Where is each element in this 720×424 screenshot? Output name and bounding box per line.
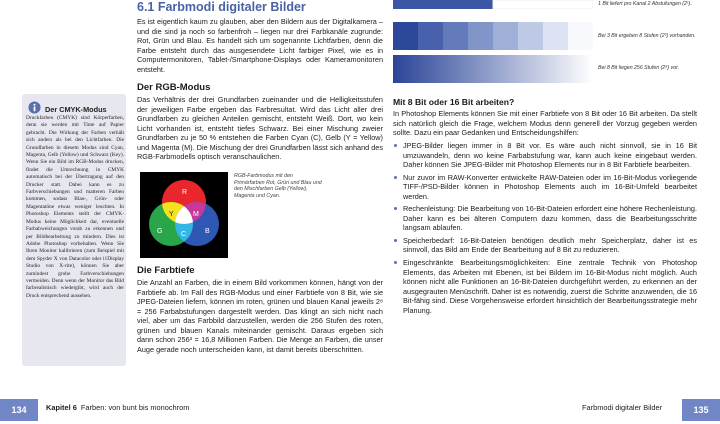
bit-bullets: [393, 141, 697, 315]
grad-caption-2: Bei 3 Bit ergeben 8 Stufen (2³) vorhanden.: [598, 33, 696, 39]
rgb-heading: Der RGB-Modus: [137, 82, 211, 93]
page-number-left: 134: [0, 399, 38, 421]
chapter-label: Kapitel 6: [46, 403, 77, 412]
rgb-paragraph: Das Verhältnis der drei Grundfarben zueinander und die Helligkeitsstufen der jeweiligen Farbe ergeben das Farbresultat. Wird das Licht aller drei Grundfarben zu gleichen Anteilen gemischt, entsteht Weiß. Dort, wo kein Licht vorhanden ist, entsteht tiefes Schwarz. Bei einer Mischung zweier Grundfarben zu je 50 % entstehen die Farben Cyan (C), Gelb (Y = Yellow) und Magenta (M). Die Mischung der drei Grundfarben lässt sich anhand des RGB-Farbmodells optisch veranschaulichen.: [137, 95, 383, 162]
label-r: R: [182, 189, 188, 196]
bullet-item: Nur zuvor im RAW-Konverter entwickelte RAW-Dateien oder im 16-Bit-Modus vorliegende TIFF-/PSD-Bilder können in Photoshop Elements auch im 16-Bit-Umfeld bearbeitet werden.: [393, 173, 697, 202]
page-number-right: 135: [682, 399, 720, 421]
farbtiefe-heading: Die Farbtiefe: [137, 265, 195, 276]
chapter-title: Farben: von bunt bis monochrom: [80, 403, 190, 412]
sidebar-text: Druckfarben (CMYK) sind Körperfarben, denn sie werden mit Tinte auf Papier gebracht. Die Wirkung der Farben verhält sich anders als bei den Lichtfarben. Die Grundfarben in diesem Modus sind Cyan, Magenta, Gelb (Yellow) und Schwarz (Key). Wenn Sie ein Bild im RGB-Modus drucken, findet die Umrechnung in CMYK automatisch bei der Übertragung auf den Drucker statt. Dabei kann es zu Farbverschiebungen und matteren Farben kommen, sodass Blau-, Grün- oder Magentatöne etwas weniger leuchten. In Photoshop Elements stellt der CMYK-Modus keine Möglichkeit dar, eventuelle Farbabweichungen vorab zu erkennen und per Bildbearbeitung zu mindern. Dies ist Adobe Photoshop vorbehalten. Wenn Sie Ihren Monitor kalibrieren (zum Beispiel mit dem Spyder X von Datacolor oder i1Display Studio von X-rite), können Sie aber zumindest grobe Farbverschiebungen vermeiden. Denn wenn der Monitor das Bild farbrealistisch wiedergibt, wird auch der Druck entsprechend aussehen.: [26, 115, 124, 299]
gradient-3bit: [393, 22, 593, 50]
bullet-item: JPEG-Bilder liegen immer in 8 Bit vor. Es wäre auch nicht sinnvoll, sie in 16 Bit umzuwandeln, denn wo keine Farbabstufung war, kann auch keine eingebaut werden. Daher können Sie JPEG-Bilder mit Photoshop Elements nur in 8 Bit Farbtiefe bearbeiten.: [393, 141, 697, 170]
rgb-caption: RGB-Farbmodus mit den Primärfarben Rot, Grün und Blau und den Mischfarben Gelb (Yellow), Magenta und Cyan.: [234, 173, 322, 199]
label-g: G: [157, 228, 163, 235]
bit-intro: In Photoshop Elements können Sie mit einer Farbtiefe von 8 Bit oder 16 Bit arbeiten. Da stellt sich natürlich gleich die Frage, welchem Modus denn generell der Vorzug gegeben werden sollte. Dazu ein paar Gedanken und Entscheidungshilfen:: [393, 109, 697, 138]
intro-paragraph: Es ist eigentlich kaum zu glauben, aber den Bildern aus der Digitalkamera – und die sind ja noch so farbenfroh – liegen nur drei Farbkanäle zugrunde: Rot, Grün und Blau. Es handelt sich um sogenannte Lichtfarben, denn die Farbe entsteht durch das ausgesendete Licht farbiger Pixel, wie es in Computermonitoren, Tablet-/Smartphone-Displays oder Kameramonitoren entsteht.: [137, 17, 383, 74]
label-b: B: [205, 228, 210, 235]
gradient-8bit: [393, 55, 593, 83]
bullet-item: Eingeschränkte Bearbeitungsmöglichkeiten: Eine zentrale Technik von Photoshop Elements, das Arbeiten mit Ebenen, ist bei Bildern im 16-Bit-Modus nicht möglich. Auch können nicht alle Funktionen an 16-Bit-Dateien durchgeführt werden, zu erkennen an der ausgegrauten Menüschrift. Daher ist es notwendig, zuerst die Schritte anzuwenden, die 16 Bit-fähig sind. Diese Vorgehensweise erfordert hinsichtlich der Bearbeitungsstrategie mehr Planung.: [393, 258, 697, 315]
label-y: Y: [169, 211, 174, 218]
gradient-1bit: [393, 0, 593, 9]
footer-chapter: [46, 403, 189, 412]
label-c: C: [181, 231, 187, 238]
grad-caption-3: Bei 8 Bit liegen 256 Stufen (2⁸) vor.: [598, 65, 680, 71]
grad-caption-1: 1 Bit liefert pro Kanal 2 Abstufungen (2¹).: [598, 1, 692, 7]
info-icon: [28, 101, 41, 114]
rgb-model-diagram: [140, 172, 228, 258]
farbtiefe-paragraph: Die Anzahl an Farben, die in einem Bild vorkommen können, hängt von der Farbtiefe ab. Im Fall des RGB-Modus und einer Farbtiefe von 8 Bit, wie sie JPEG-Dateien liefern, können im roten, grünen und blauen Kanal jeweils 2⁸ = 256 Farbabstufungen dargestellt werden. Das klingt an sich nicht nach viel, aber um das Farbbild darzustellen, werden die 256 Stufen des roten, grünen und blauen Kanals miteinander gemischt. Daraus ergeben sich dann schon 256³ = 16,8 Millionen Farben. Die Menge an Farben, die unser Auge gerade noch unterscheiden kann, ist damit bereits überschritten.: [137, 278, 383, 354]
section-title: 6.1 Farbmodi digitaler Bilder: [137, 0, 306, 14]
label-m: M: [193, 211, 199, 218]
sidebar-title: Der CMYK-Modus: [45, 105, 107, 114]
bullet-item: Speicherbedarf: 16-Bit-Dateien benötigen deutlich mehr Speicherplatz, daher ist es sinnvoll, das Bild am Ende der Bearbeitung auf 8 Bit zu reduzieren.: [393, 236, 697, 255]
bit-heading: Mit 8 Bit oder 16 Bit arbeiten?: [393, 97, 515, 107]
bullet-item: Rechenleistung: Die Bearbeitung von 16-Bit-Dateien erfordert eine höhere Rechenleistung. Daher kann es bei älteren Computern dazu kommen, dass die Bearbeitungsschritte langsam ablaufen.: [393, 204, 697, 233]
running-title: Farbmodi digitaler Bilder: [582, 403, 663, 412]
